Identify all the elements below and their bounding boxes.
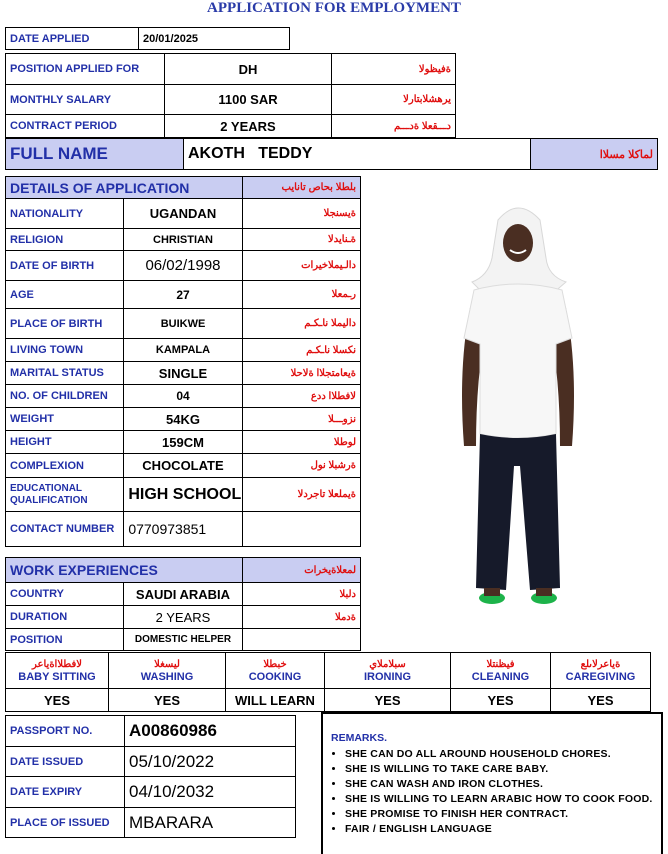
applicant-photo: [448, 198, 588, 618]
position-value: DH: [165, 54, 332, 85]
duration-value: 2 YEARS: [124, 606, 242, 629]
education-value: HIGH SCHOOL: [124, 478, 242, 512]
living-town-label: LIVING TOWN: [6, 339, 124, 362]
country-label: COUNTRY: [6, 583, 124, 606]
religion-label: RELIGION: [6, 229, 124, 251]
skill-cooking-value: WILL LEARN: [226, 689, 325, 712]
age-value: 27: [124, 281, 242, 309]
education-label: EDUCATIONAL QUALIFICATION: [6, 478, 124, 512]
skill-cooking-arabic: خبطلا: [263, 658, 287, 670]
skill-cooking-header: [226, 653, 325, 689]
work-heading-arabic: لمعلاةيخرات: [242, 558, 360, 583]
contract-arabic: دـــقعلا ةدـــم: [332, 115, 456, 138]
skill-ironing-value: YES: [325, 689, 451, 712]
skill-cleaning-header: [451, 653, 551, 689]
skill-caregiving-arabic: ةياعرلاىلع: [580, 658, 621, 670]
marital-status-label: MARITAL STATUS: [6, 362, 124, 385]
skill-ironing-header: [325, 653, 451, 689]
skill-baby-sitting-label: BABY SITTING: [18, 670, 96, 683]
passport-no-value: A00860986: [125, 716, 296, 747]
date-applied-label: DATE APPLIED: [6, 28, 139, 50]
skill-baby-sitting-header: [6, 653, 109, 689]
children-label: NO. OF CHILDREN: [6, 385, 124, 408]
age-label: AGE: [6, 281, 124, 309]
skill-cooking-label: COOKING: [248, 670, 302, 683]
remark-item: • SHE IS WILLING TO LEARN ARABIC HOW TO COOK FOOD.: [345, 792, 655, 807]
nationality-arabic: ةيسنجلا: [242, 199, 360, 229]
work-table: [5, 557, 361, 651]
contract-label: CONTRACT PERIOD: [6, 115, 165, 138]
work-heading: WORK EXPERIENCES: [6, 558, 243, 583]
living-town-value: KAMPALA: [124, 339, 242, 362]
skill-caregiving-header: [551, 653, 651, 689]
date-applied-value: 20/01/2025: [139, 28, 290, 50]
date-issued-value: 05/10/2022: [125, 747, 296, 777]
remarks-box: [321, 712, 663, 854]
weight-arabic: نزوـــلا: [242, 408, 360, 431]
date-applied-table: [5, 27, 290, 50]
height-label: HEIGHT: [6, 431, 124, 454]
marital-status-arabic: ةيعامتجلاا ةلاحلا: [242, 362, 360, 385]
complexion-value: CHOCOLATE: [124, 454, 242, 478]
skill-caregiving-value: YES: [551, 689, 651, 712]
contact-label: CONTACT NUMBER: [6, 512, 124, 547]
position-label: POSITION APPLIED FOR: [6, 54, 165, 85]
full-name-value: AKOTH TEDDY: [184, 139, 531, 170]
education-arabic: ةيملعلا تاجردلا: [242, 478, 360, 512]
skill-cleaning-value: YES: [451, 689, 551, 712]
children-arabic: لافطلاا ددع: [242, 385, 360, 408]
age-arabic: رـمعلا: [242, 281, 360, 309]
nationality-value: UGANDAN: [124, 199, 242, 229]
remark-item: • SHE CAN WASH AND IRON CLOTHES.: [345, 777, 655, 792]
children-value: 04: [124, 385, 242, 408]
height-value: 159CM: [124, 431, 242, 454]
details-heading-arabic: بلطلا بحاص تانايب: [242, 177, 360, 199]
salary-value: 1100 SAR: [165, 85, 332, 115]
passport-table: [5, 715, 296, 838]
position-arabic: ةفيظولا: [332, 54, 456, 85]
dob-arabic: دالـيملاخيرات: [242, 251, 360, 281]
remark-item: • FAIR / ENGLISH LANGUAGE: [345, 822, 655, 837]
skill-caregiving-label: CAREGIVING: [565, 670, 636, 683]
dob-value: 06/02/1998: [124, 251, 242, 281]
weight-value: 54KG: [124, 408, 242, 431]
remark-item: • SHE PROMISE TO FINISH HER CONTRACT.: [345, 807, 655, 822]
remark-item: • SHE IS WILLING TO TAKE CARE BABY.: [345, 762, 655, 777]
skill-baby-sitting-arabic: لافطلااةياعر: [32, 658, 82, 670]
passport-no-label: PASSPORT NO.: [6, 716, 125, 747]
contact-value: 0770973851: [124, 512, 242, 547]
skill-cleaning-label: CLEANING: [471, 670, 530, 683]
salary-label: MONTHLY SALARY: [6, 85, 165, 115]
weight-label: WEIGHT: [6, 408, 124, 431]
nationality-label: NATIONALITY: [6, 199, 124, 229]
complexion-label: COMPLEXION: [6, 454, 124, 478]
country-value: SAUDI ARABIA: [124, 583, 242, 606]
position-table: [5, 53, 456, 138]
duration-label: DURATION: [6, 606, 124, 629]
skill-cleaning-arabic: فيظنتلا: [486, 658, 515, 670]
dob-label: DATE OF BIRTH: [6, 251, 124, 281]
skill-ironing-label: IRONING: [363, 670, 412, 683]
full-name-label: FULL NAME: [6, 139, 184, 170]
details-heading: DETAILS OF APPLICATION: [6, 177, 243, 199]
place-issued-label: PLACE OF ISSUED: [6, 808, 125, 838]
details-table: [5, 176, 361, 547]
complexion-arabic: ةرشبلا نول: [242, 454, 360, 478]
date-expiry-label: DATE EXPIRY: [6, 777, 125, 808]
page-title: APPLICATION FOR EMPLOYMENT: [207, 0, 461, 16]
skill-ironing-arabic: سبلاملاي: [369, 658, 406, 670]
applicant-figure-icon: [448, 198, 588, 618]
remarks-title: REMARKS.: [331, 732, 388, 744]
religion-value: CHRISTIAN: [124, 229, 242, 251]
remark-item: • SHE CAN DO ALL AROUND HOUSEHOLD CHORES.: [345, 747, 655, 762]
place-issued-value: MBARARA: [125, 808, 296, 838]
remarks-list: [331, 747, 655, 837]
skills-table: [5, 652, 651, 712]
contract-value: 2 YEARS: [165, 115, 332, 138]
height-arabic: لوطلا: [242, 431, 360, 454]
religion-arabic: ةـنايدلا: [242, 229, 360, 251]
work-position-value: DOMESTIC HELPER: [124, 629, 242, 651]
skill-washing-arabic: ليسغلا: [154, 658, 180, 670]
work-position-arabic: [242, 629, 360, 651]
place-of-birth-value: BUIKWE: [124, 309, 242, 339]
living-town-arabic: نكسلا ناـكـم: [242, 339, 360, 362]
date-issued-label: DATE ISSUED: [6, 747, 125, 777]
salary-arabic: يرهشلابتارلا: [332, 85, 456, 115]
marital-status-value: SINGLE: [124, 362, 242, 385]
work-position-label: POSITION: [6, 629, 124, 651]
place-of-birth-arabic: داليملا ناـكـم: [242, 309, 360, 339]
country-arabic: دلبلا: [242, 583, 360, 606]
contact-arabic: [242, 512, 360, 547]
date-expiry-value: 04/10/2032: [125, 777, 296, 808]
place-of-birth-label: PLACE OF BIRTH: [6, 309, 124, 339]
full-name-arabic: لماكلا مسلاا: [531, 139, 658, 170]
skill-baby-sitting-value: YES: [6, 689, 109, 712]
full-name-table: [5, 138, 658, 170]
duration-arabic: ةدملا: [242, 606, 360, 629]
skill-washing-header: [109, 653, 226, 689]
skill-washing-value: YES: [109, 689, 226, 712]
skill-washing-label: WASHING: [140, 670, 194, 683]
